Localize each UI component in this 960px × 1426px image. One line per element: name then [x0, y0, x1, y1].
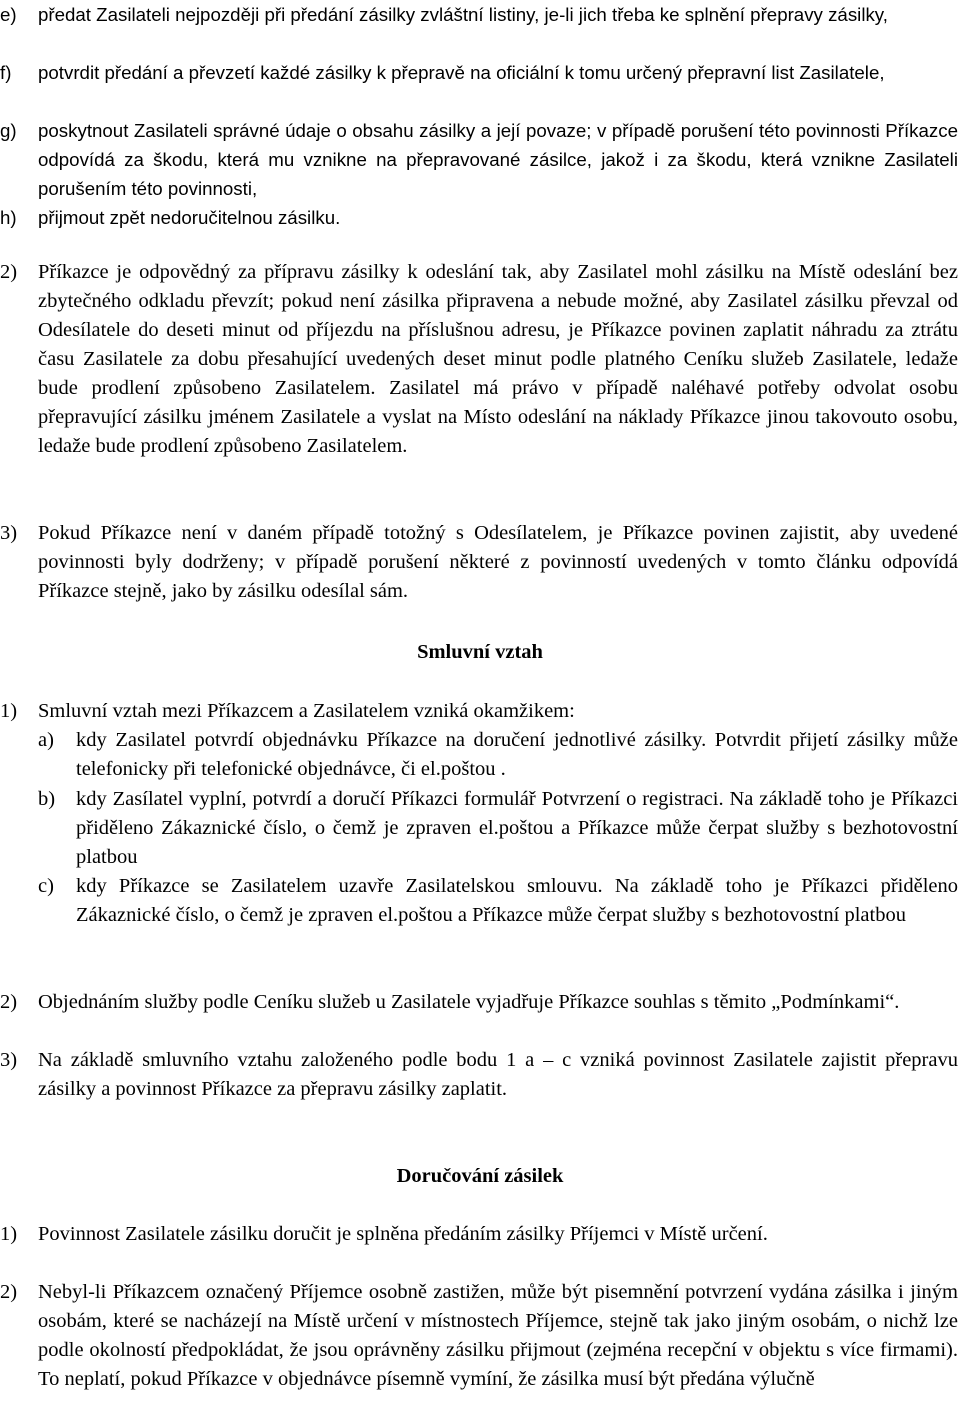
- item-text: potvrdit předání a převzetí každé zásilky k přepravě na oficiální k tomu určený přepravní list Zasilatele,: [38, 62, 885, 83]
- item-marker: g): [0, 120, 17, 141]
- paragraph-2: [0, 258, 958, 461]
- item-text: přijmout zpět nedoručitelnou zásilku.: [38, 207, 341, 228]
- item-text: poskytnout Zasilateli správné údaje o obsahu zásilky a její povaze; v případě porušení této povinnosti Příkazce odpovídá za škodu, která mu vznikne na přepravované zásilce, jakož i za škodu, která vznikne Zasilateli porušením této povinnosti,: [38, 120, 958, 199]
- doruceni-paragraph-1: [0, 1220, 958, 1249]
- smluvni-subitem-a: [38, 726, 958, 784]
- smluvni-subitem-c: [38, 872, 958, 930]
- list-item-g: [0, 116, 958, 203]
- item-marker: 2): [0, 261, 18, 283]
- item-marker: a): [38, 729, 54, 751]
- item-text: kdy Zasilatel potvrdí objednávku Příkazce na doručení jednotlivé zásilky. Potvrdit přijetí zásilky může telefonicky při telefonické objednávce, či el.poštou .: [76, 729, 958, 780]
- item-marker: 3): [0, 1049, 18, 1071]
- item-marker: e): [0, 4, 17, 25]
- item-text: Smluvní vztah mezi Příkazcem a Zasilatelem vzniká okamžikem:: [38, 700, 575, 722]
- smluvni-subitem-b: [38, 785, 958, 872]
- item-marker: 2): [0, 991, 18, 1013]
- item-text: Nebyl-li Příkazcem označený Příjemce osobně zastižen, může být pisemnění potvrzení vydána zásilka i jiným osobám, které se nacházejí na Místě určení v místnostech Příjemce, stejně tak jako jiným osobám, o nichž lze podle okolností předpokládat, že jsou oprávněny zásilku přijmout (zejména recepční v objektu s více firmami). To neplatí, pokud Příkazce v objednávce písemně vymíní, že zásilka musí být předána výlučně: [38, 1281, 958, 1390]
- item-text: předat Zasilateli nejpozději při předání zásilky zvláštní listiny, je-li jich třeba ke splnění přepravy zásilky,: [38, 4, 888, 25]
- list-item-f: [0, 58, 958, 87]
- item-marker: 1): [0, 700, 18, 722]
- paragraph-3: [0, 519, 958, 606]
- item-text: Pokud Příkazce není v daném případě totožný s Odesílatelem, je Příkazce povinen zajistit, aby uvedené povinnosti byly dodrženy; v případě porušení některé z povinností uvedených v tomto článku odpovídá Příkazce stejně, jako by zásilku odesílal sám.: [38, 522, 958, 602]
- item-marker: c): [38, 875, 54, 897]
- section-heading-smluvni-vztah: Smluvní vztah: [417, 641, 543, 663]
- item-marker: 3): [0, 522, 18, 544]
- smluvni-paragraph-3: [0, 1046, 958, 1104]
- item-text: kdy Příkazce se Zasilatelem uzavře Zasilatelskou smlouvu. Na základě toho je Příkazci přiděleno Zákaznické číslo, o čemž je zpraven el.poštou a Příkazce může čerpat služby s bezhotovostní platbou: [76, 875, 958, 926]
- list-item-e: [0, 0, 958, 29]
- item-text: kdy Zasílatel vyplní, potvrdí a doručí Příkazci formulář Potvrzení o registraci. Na základě toho je Příkazci přiděleno Zákaznické číslo, o čemž je zpraven el.poštou a Příkazce může čerpat služby s bezhotovostní platbou: [76, 788, 958, 868]
- item-marker: f): [0, 62, 12, 83]
- item-marker: b): [38, 788, 56, 810]
- item-marker: h): [0, 207, 17, 228]
- doruceni-paragraph-2: [0, 1278, 958, 1394]
- item-text: Objednáním služby podle Ceníku služeb u Zasilatele vyjadřuje Příkazce souhlas s těmito „Podmínkami“.: [38, 991, 900, 1013]
- section-heading-dorucovani-zasilek: Doručování zásilek: [396, 1165, 564, 1187]
- item-marker: 1): [0, 1223, 18, 1245]
- item-text: Povinnost Zasilatele zásilku doručit je splněna předáním zásilky Příjemci v Místě určení.: [38, 1223, 768, 1245]
- item-text: Na základě smluvního vztahu založeného podle bodu 1 a – c vzniká povinnost Zasilatele zajistit přepravu zásilky a povinnost Příkazce za přepravu zásilky zaplatit.: [38, 1049, 958, 1100]
- list-item-h: [0, 203, 958, 232]
- item-marker: 2): [0, 1281, 18, 1303]
- smluvni-paragraph-1: [0, 697, 958, 726]
- item-text: Příkazce je odpovědný za přípravu zásilky k odeslání tak, aby Zasilatel mohl zásilku na Místě odeslání bez zbytečného odkladu převzít; pokud není zásilka připravena a nebude možné, aby Zasilatel zásilku převzal od Odesílatele do deseti minut od příjezdu na příslušnou adresu, je Příkazce povinen zaplatit náhradu za ztrátu času Zasilatele za dobu přesahující uvedených deset minut podle platného Ceníku služeb Zasilatele, ledaže bude prodlení způsobeno Zasilatelem. Zasilatel má právo v případě naléhavé potřeby odvolat osobu přepravující zásilku jménem Zasilatele a vyslat na Místo odeslání na náklady Příkazce jinou takovouto osobu, ledaže bude prodlení způsobeno Zasilatelem.: [38, 261, 958, 457]
- smluvni-paragraph-2: [0, 988, 958, 1017]
